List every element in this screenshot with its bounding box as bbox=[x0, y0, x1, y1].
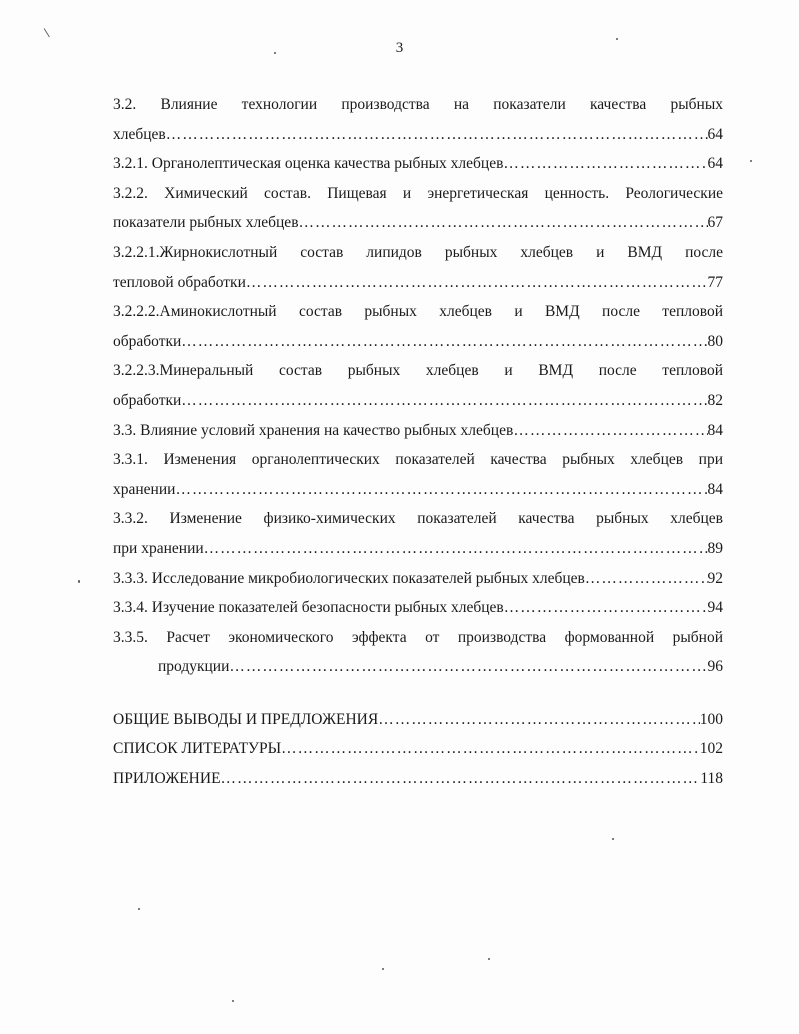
page-number: 3 bbox=[395, 40, 404, 56]
toc-page-number: 89 bbox=[707, 539, 723, 557]
toc-page-number: 80 bbox=[707, 332, 723, 350]
toc-entry-title: 3.3.4. Изучение показателей безопасности рыбных хлебцев bbox=[113, 599, 504, 617]
toc-entry-line: 3.2.2.3.Минеральный состав рыбных хлебцев и ВМД после тепловой bbox=[113, 362, 723, 380]
toc-entry-line: 3.2. Влияние технологии производства на показатели качества рыбных bbox=[113, 96, 723, 113]
toc-entry-line: 3.2.2.2.Аминокислотный состав рыбных хлебцев и ВМД после тепловой bbox=[113, 303, 723, 321]
scan-speck bbox=[616, 38, 618, 40]
toc-entry-title: 3.3.3. Исследование микробиологических показателей рыбных хлебцев bbox=[113, 569, 585, 587]
scan-speck bbox=[232, 1000, 234, 1002]
toc-page-number: 96 bbox=[707, 658, 723, 676]
toc-entry-line: 3.3.5. Расчет экономического эффекта от производства формованной рыбной bbox=[113, 628, 723, 646]
scan-speck bbox=[612, 838, 614, 840]
toc-entry-title: обработки bbox=[113, 332, 182, 350]
toc-entry-title: хлебцев bbox=[113, 125, 166, 143]
toc-entry-title: хранении bbox=[113, 480, 176, 498]
toc-entry-line bbox=[113, 475, 723, 505]
dot-leader bbox=[513, 416, 707, 446]
toc-entry-line bbox=[113, 564, 723, 594]
toc-page-number: 100 bbox=[699, 710, 723, 728]
toc-entry-line: 3.3.1. Изменения органолептических показателей качества рыбных хлебцев при bbox=[113, 451, 723, 469]
toc-page-number: 92 bbox=[707, 569, 723, 587]
dot-leader bbox=[281, 734, 700, 764]
dot-leader bbox=[229, 652, 707, 682]
toc-entry-title: 3.3. Влияние условий хранения на качество рыбных хлебцев bbox=[113, 421, 514, 439]
scan-speck bbox=[750, 160, 752, 162]
dot-leader bbox=[175, 475, 707, 505]
toc-section-line bbox=[113, 705, 723, 735]
toc-entry-line bbox=[113, 652, 723, 682]
toc-entry-line bbox=[113, 208, 723, 238]
toc-entry-line: 3.2.2. Химический состав. Пищевая и энергетическая ценность. Реологические bbox=[113, 184, 723, 202]
toc-page-number: 64 bbox=[707, 125, 723, 143]
dot-leader bbox=[221, 764, 701, 794]
dot-leader bbox=[378, 705, 700, 735]
toc-entry-title: при хранении bbox=[113, 539, 204, 557]
dot-leader bbox=[246, 268, 708, 298]
dot-leader bbox=[299, 208, 708, 238]
toc-entry-line bbox=[113, 534, 723, 564]
toc-entry-line bbox=[113, 327, 723, 357]
toc-entry-line: 3.3.2. Изменение физико-химических показателей качества рыбных хлебцев bbox=[113, 510, 723, 528]
toc-entry-title: продукции bbox=[158, 658, 230, 676]
toc-section-line bbox=[113, 764, 723, 794]
scan-speck bbox=[78, 580, 80, 583]
toc-entry-line bbox=[113, 386, 723, 416]
dot-leader bbox=[166, 120, 708, 150]
dot-leader bbox=[585, 564, 708, 594]
toc-section-title: СПИСОК ЛИТЕРАТУРЫ bbox=[113, 740, 282, 758]
toc-entry-title: 3.2.1. Органолептическая оценка качества рыбных хлебцев bbox=[113, 155, 504, 173]
toc-page-number: 84 bbox=[707, 480, 723, 498]
dot-leader bbox=[181, 327, 707, 357]
dot-leader bbox=[503, 149, 707, 179]
toc-page-number: 94 bbox=[707, 599, 723, 617]
toc-page-number: 84 bbox=[707, 421, 723, 439]
toc-entry-line bbox=[113, 268, 723, 298]
toc-entry-line bbox=[113, 416, 723, 446]
dot-leader bbox=[181, 386, 707, 416]
toc-page-number: 118 bbox=[700, 770, 723, 788]
toc-page-number: 82 bbox=[707, 391, 723, 409]
table-of-contents bbox=[113, 90, 723, 794]
dot-leader bbox=[504, 593, 708, 623]
toc-entry-line bbox=[113, 593, 723, 623]
toc-page-number: 67 bbox=[707, 214, 723, 232]
toc-page-number: 64 bbox=[707, 155, 723, 173]
section-gap bbox=[113, 682, 723, 705]
toc-entry-title: показатели рыбных хлебцев bbox=[113, 214, 299, 232]
toc-entry-line: 3.2.2.1.Жирнокислотный состав липидов рыбных хлебцев и ВМД после bbox=[113, 243, 723, 261]
dot-leader bbox=[204, 534, 708, 564]
scan-speck bbox=[274, 52, 276, 54]
toc-entry-title: тепловой обработки bbox=[113, 273, 246, 291]
toc-page-number: 77 bbox=[707, 273, 723, 291]
scan-mark bbox=[43, 28, 49, 37]
toc-entry-line bbox=[113, 120, 723, 150]
toc-section-title: ОБЩИЕ ВЫВОДЫ И ПРЕДЛОЖЕНИЯ bbox=[113, 710, 379, 728]
toc-section-title: ПРИЛОЖЕНИЕ bbox=[113, 770, 221, 788]
toc-section-line bbox=[113, 734, 723, 764]
toc-entry-title: обработки bbox=[113, 391, 182, 409]
toc-page-number: 102 bbox=[699, 740, 723, 758]
scan-speck bbox=[138, 908, 140, 910]
scan-speck bbox=[488, 958, 490, 960]
toc-entry-line bbox=[113, 149, 723, 179]
scan-speck bbox=[382, 968, 384, 970]
